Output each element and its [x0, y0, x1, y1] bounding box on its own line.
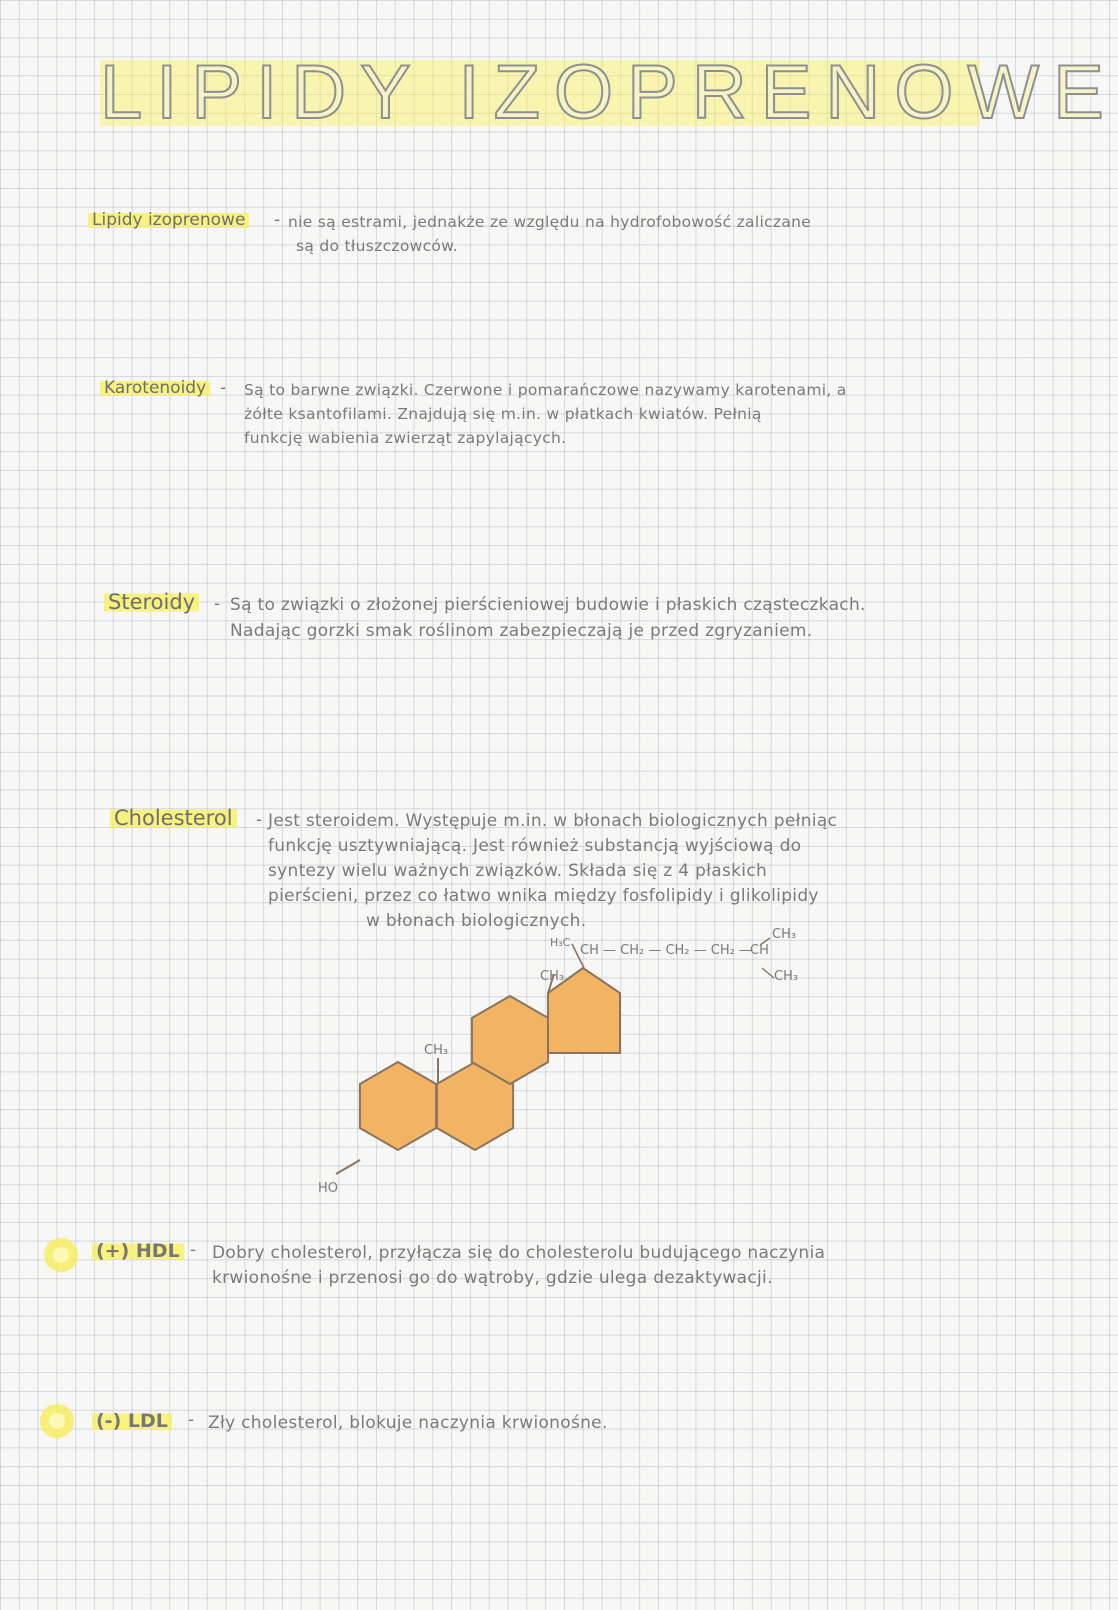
term-ldl: (-) LDL	[92, 1410, 172, 1432]
oh-bond	[336, 1160, 360, 1174]
cholesterol-structure	[300, 927, 860, 1210]
label-ch3-branch-up: CH₃	[772, 927, 797, 942]
ring-a	[360, 1062, 436, 1150]
def-steroidy-line2: Nadając gorzki smak roślinom zabezpieczają je przed zgryzaniem.	[230, 621, 813, 641]
def-karotenoidy-line1: Są to barwne związki. Czerwone i pomarańczowe nazywamy karotenami, a	[244, 381, 847, 399]
label-ho: HO	[318, 1181, 339, 1196]
label-chain: CH — CH₂ — CH₂ — CH₂ —	[580, 943, 752, 958]
label-ch3-top: CH₃	[540, 969, 565, 984]
dash: -	[220, 378, 227, 398]
bullet-hdl	[44, 1238, 78, 1272]
dash: -	[256, 810, 263, 830]
def-hdl-line2: krwionośne i przenosi go do wątroby, gdzie ulega dezaktywacji.	[212, 1268, 773, 1288]
steroid-rings	[360, 968, 620, 1150]
term-steroidy: Steroidy	[104, 590, 199, 614]
label-ch3-mid: CH₃	[424, 1043, 449, 1058]
dash: -	[214, 594, 221, 614]
dash: -	[190, 1240, 197, 1260]
label-h3c: H₃C	[550, 936, 571, 949]
def-hdl-line1: Dobry cholesterol, przyłącza się do cholesterolu budującego naczynia	[212, 1243, 826, 1263]
label-ch3-branch-down: CH₃	[774, 969, 799, 984]
def-cholesterol-line5: w błonach biologicznych.	[366, 911, 587, 931]
section-steroidy	[104, 592, 1004, 652]
term-hdl: (+) HDL	[92, 1240, 184, 1262]
def-lipidy-line1: nie są estrami, jednakże ze względu na hydrofobowość zaliczane	[288, 213, 812, 231]
dash: -	[188, 1410, 195, 1430]
term-karotenoidy: Karotenoidy	[100, 378, 210, 398]
label-ch: CH	[750, 943, 769, 958]
def-cholesterol-line4: pierścieni, przez co łatwo wnika między fosfolipidy i glikolipidy	[268, 886, 819, 906]
term-lipidy: Lipidy izoprenowe	[88, 210, 249, 230]
section-ldl	[92, 1410, 992, 1440]
bullet-ldl	[40, 1404, 74, 1438]
def-ldl-line1: Zły cholesterol, blokuje naczynia krwionośne.	[208, 1413, 608, 1433]
def-karotenoidy-line3: funkcję wabienia zwierząt zapylających.	[244, 429, 567, 447]
page-title: LIPIDY IZOPRENOWE	[100, 50, 1118, 135]
section-hdl	[92, 1240, 992, 1300]
section-cholesterol	[110, 806, 1010, 940]
def-steroidy-line1: Są to związki o złożonej pierścieniowej budowie i płaskich cząsteczkach.	[230, 595, 866, 615]
branch-bond-down	[762, 968, 774, 978]
def-cholesterol-line3: syntezy wielu ważnych związków. Składa się z 4 płaskich	[268, 861, 768, 881]
section-lipidy	[88, 210, 988, 270]
def-cholesterol-line2: funkcję usztywniającą. Jest również substancją wyjściową do	[268, 836, 802, 856]
def-cholesterol-line1: Jest steroidem. Występuje m.in. w błonach biologicznych pełniąc	[268, 811, 838, 831]
def-karotenoidy-line2: żółte ksantofilami. Znajdują się m.in. w płatkach kwiatów. Pełnią	[244, 405, 762, 423]
section-karotenoidy	[100, 378, 1000, 468]
term-cholesterol: Cholesterol	[110, 806, 237, 830]
def-lipidy-line2: są do tłuszczowców.	[296, 237, 458, 255]
dash: -	[274, 210, 281, 230]
